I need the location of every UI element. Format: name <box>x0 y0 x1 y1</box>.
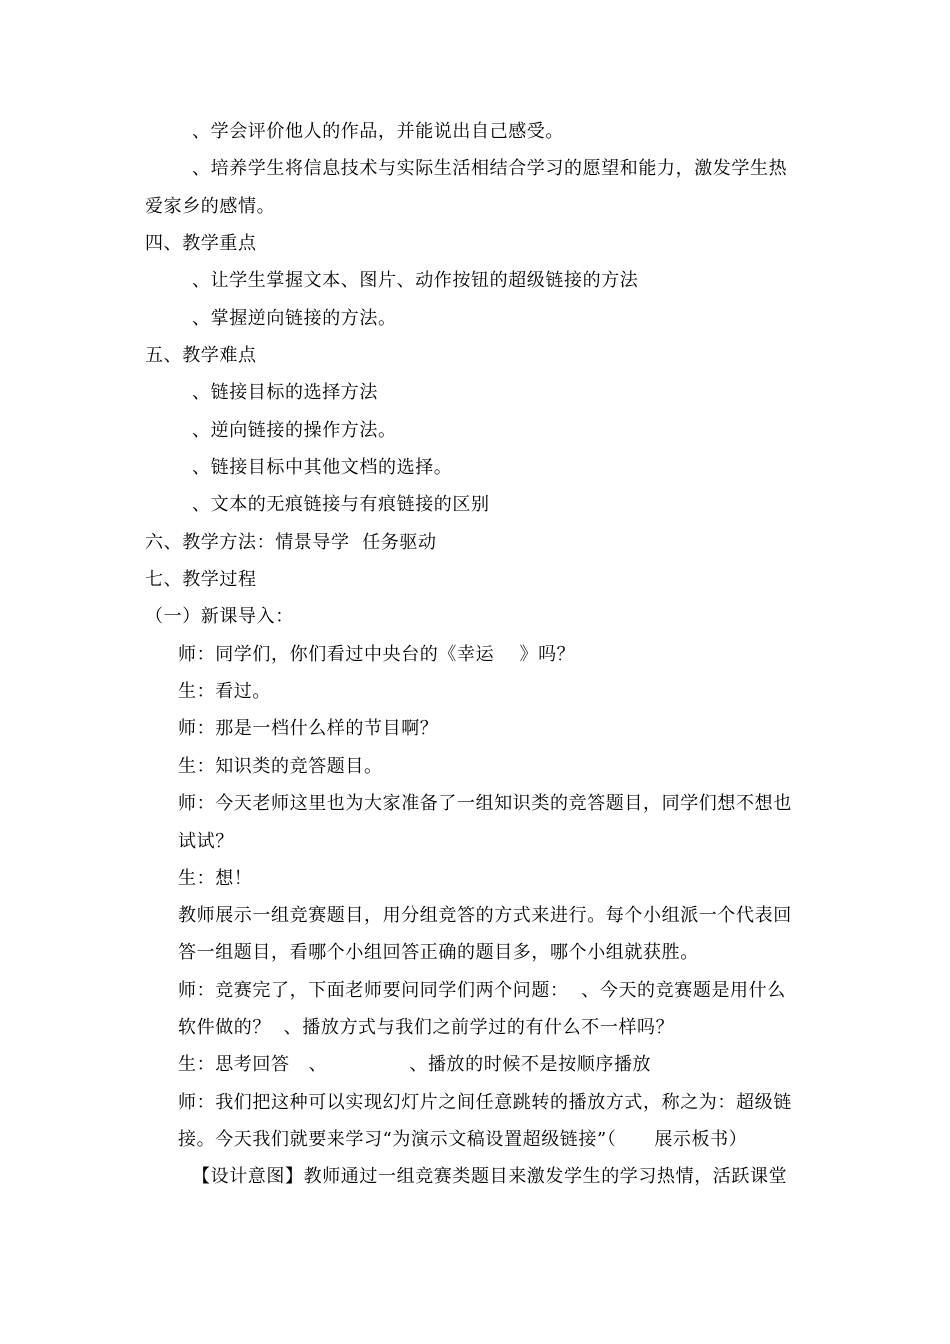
paragraph-line: 师：竞赛完了，下面老师要问同学们两个问题： 、今天的竞赛题是用什么 <box>178 980 786 1001</box>
paragraph-line: 生：思考回答 、 、播放的时候不是按顺序播放 <box>178 1054 652 1075</box>
paragraph-line: 师：那是一档什么样的节目啊？ <box>178 718 439 739</box>
paragraph-line: 、链接目标中其他文档的选择。 <box>192 457 453 478</box>
paragraph-line: 、学会评价他人的作品，并能说出自己感受。 <box>192 121 564 142</box>
paragraph-line: 生：看过。 <box>178 681 271 702</box>
paragraph-line: 、逆向链接的操作方法。 <box>192 420 397 441</box>
paragraph-line: 爱家乡的感情。 <box>145 196 276 217</box>
paragraph-line: 试试？ <box>178 831 234 852</box>
paragraph-line: 七、教学过程 <box>145 569 257 590</box>
paragraph-line: 五、教学难点 <box>145 345 257 366</box>
paragraph-line: （一）新课导入： <box>145 606 294 627</box>
paragraph-line: 生：知识类的竞答题目。 <box>178 756 383 777</box>
paragraph-line: 教师展示一组竞赛题目，用分组竞答的方式来进行。每个小组派一个代表回 <box>178 905 792 926</box>
paragraph-line: 接。今天我们就要来学习“为演示文稿设置超级链接”（ 展示板书） <box>178 1129 748 1150</box>
paragraph-line: 师：今天老师这里也为大家准备了一组知识类的竞答题目，同学们想不想也 <box>178 793 792 814</box>
paragraph-line: 六、教学方法：情景导学 任务驱动 <box>145 532 437 553</box>
paragraph-line: 师：同学们，你们看过中央台的《幸运 》吗？ <box>178 644 576 665</box>
paragraph-line: 答一组题目，看哪个小组回答正确的题目多，哪个小组就获胜。 <box>178 942 699 963</box>
paragraph-line: 、文本的无痕链接与有痕链接的区别 <box>192 494 490 515</box>
paragraph-line: 四、教学重点 <box>145 233 257 254</box>
paragraph-line: 【设计意图】教师通过一组竞赛类题目来激发学生的学习热情，活跃课堂 <box>192 1166 788 1187</box>
paragraph-line: 、链接目标的选择方法 <box>192 382 378 403</box>
paragraph-line: 、掌握逆向链接的方法。 <box>192 308 397 329</box>
paragraph-line: 师：我们把这种可以实现幻灯片之间任意跳转的播放方式，称之为：超级链 <box>178 1092 792 1113</box>
paragraph-line: 、让学生掌握文本、图片、动作按钮的超级链接的方法 <box>192 270 639 291</box>
paragraph-line: 生：想！ <box>178 868 253 889</box>
paragraph-line: 、培养学生将信息技术与实际生活相结合学习的愿望和能力，激发学生热 <box>192 158 788 179</box>
paragraph-line: 软件做的？ 、播放方式与我们之前学过的有什么不一样吗？ <box>178 1017 675 1038</box>
